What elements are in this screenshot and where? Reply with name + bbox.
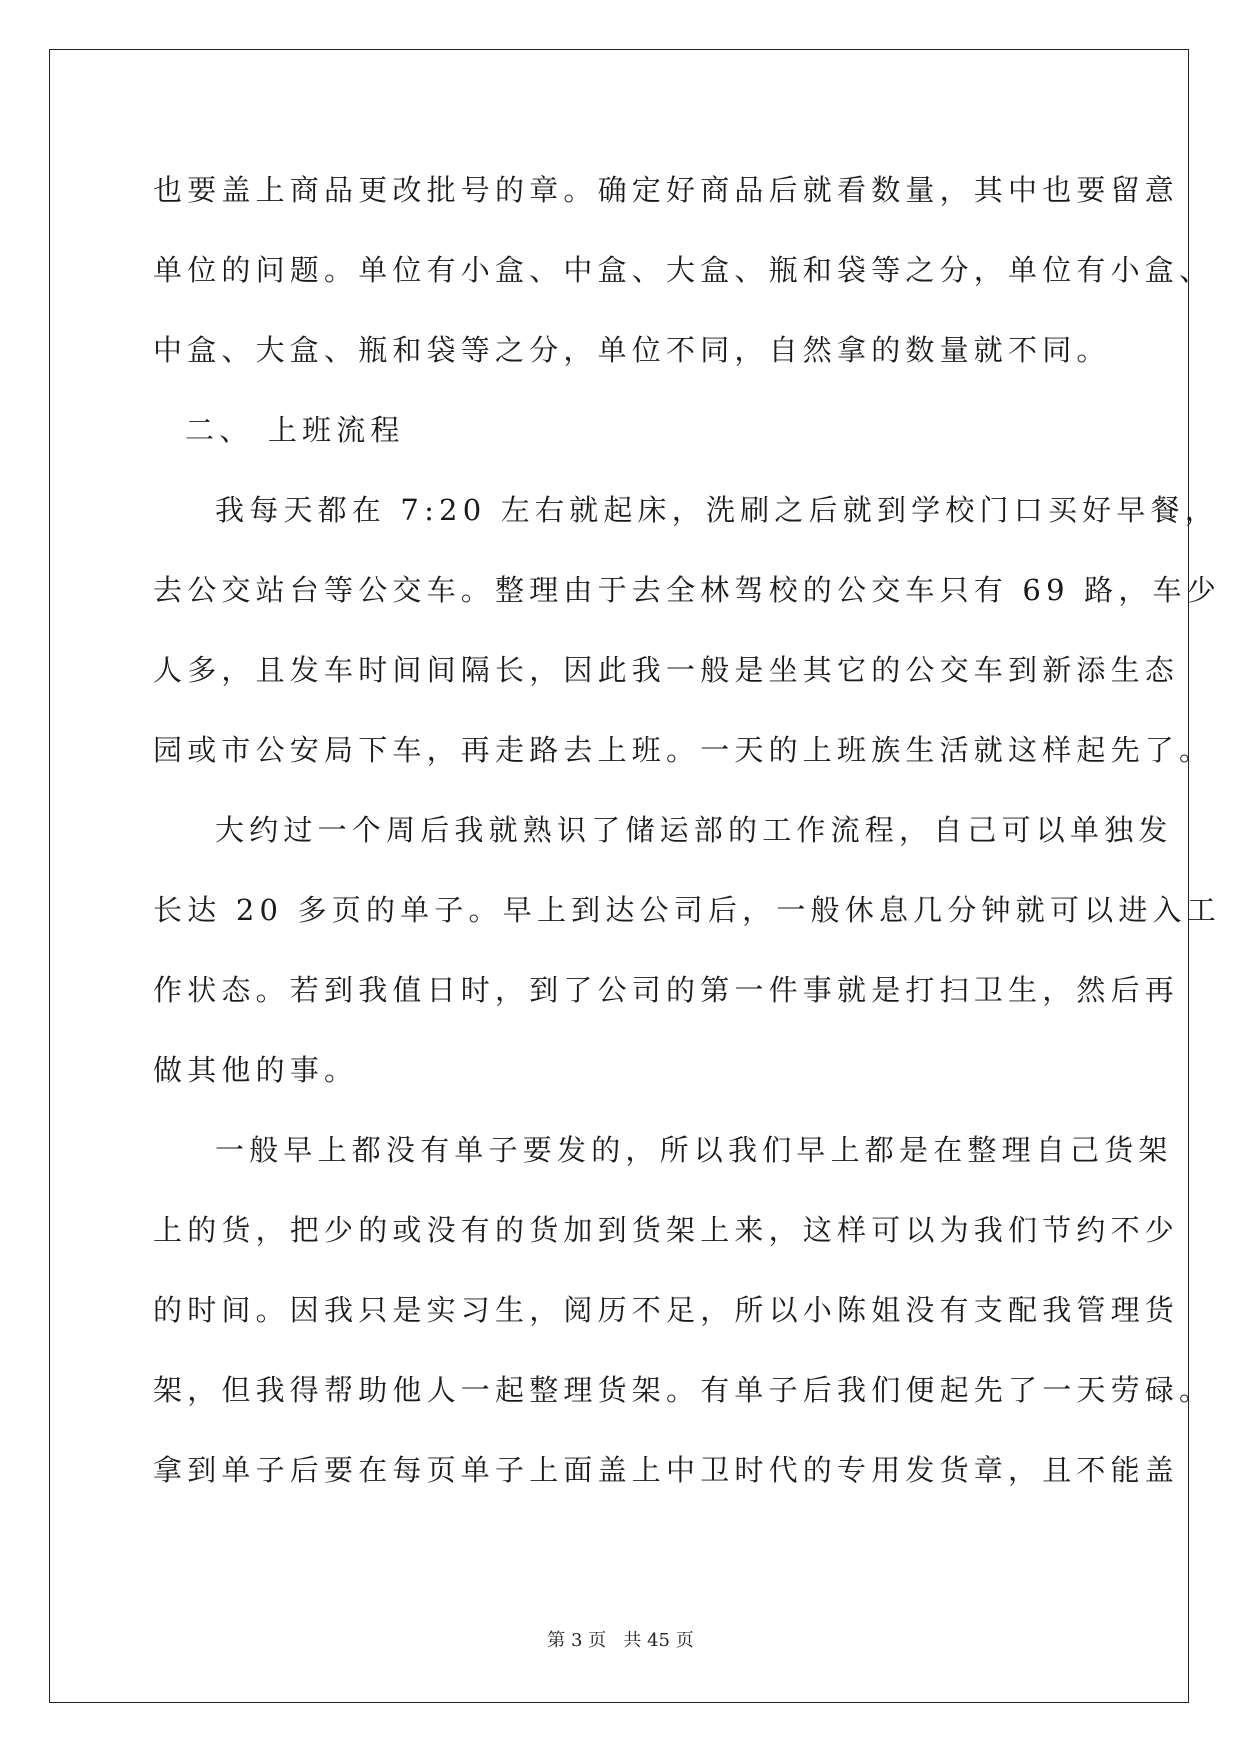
body-line: 的时间。因我只是实习生，阅历不足，所以小陈姐没有支配我管理货 — [153, 1293, 1180, 1327]
body-line: 上的货，把少的或没有的货加到货架上来，这样可以为我们节约不少 — [153, 1213, 1180, 1247]
body-line: 去公交站台等公交车。整理由于去全林驾校的公交车只有 69 路，车少 — [153, 573, 1221, 607]
page-footer: 第 3 页 共 45 页 — [547, 1630, 694, 1651]
section-heading: 二、 上班流程 — [185, 413, 405, 447]
body-line: 我每天都在 7:20 左右就起床，洗刷之后就到学校门口买好早餐， — [215, 493, 1219, 527]
body-line: 做其他的事。 — [153, 1053, 359, 1087]
body-line: 拿到单子后要在每页单子上面盖上中卫时代的专用发货章，且不能盖 — [153, 1453, 1180, 1487]
body-line: 单位的问题。单位有小盒、中盒、大盒、瓶和袋等之分，单位有小盒、 — [153, 253, 1214, 287]
body-line: 作状态。若到我值日时，到了公司的第一件事就是打扫卫生，然后再 — [153, 973, 1180, 1007]
body-line: 也要盖上商品更改批号的章。确定好商品后就看数量，其中也要留意 — [153, 173, 1180, 207]
body-line: 一般早上都没有单子要发的，所以我们早上都是在整理自己货架 — [215, 1133, 1173, 1167]
body-line: 中盒、大盒、瓶和袋等之分，单位不同，自然拿的数量就不同。 — [153, 333, 1111, 367]
body-line: 园或市公安局下车，再走路去上班。一天的上班族生活就这样起先了。 — [153, 733, 1214, 767]
body-line: 人多，且发车时间间隔长，因此我一般是坐其它的公交车到新添生态 — [153, 653, 1180, 687]
body-line: 大约过一个周后我就熟识了储运部的工作流程，自己可以单独发 — [215, 813, 1173, 847]
body-line: 架，但我得帮助他人一起整理货架。有单子后我们便起先了一天劳碌。 — [153, 1373, 1214, 1407]
body-line: 长达 20 多页的单子。早上到达公司后，一般休息几分钟就可以进入工 — [153, 893, 1221, 927]
